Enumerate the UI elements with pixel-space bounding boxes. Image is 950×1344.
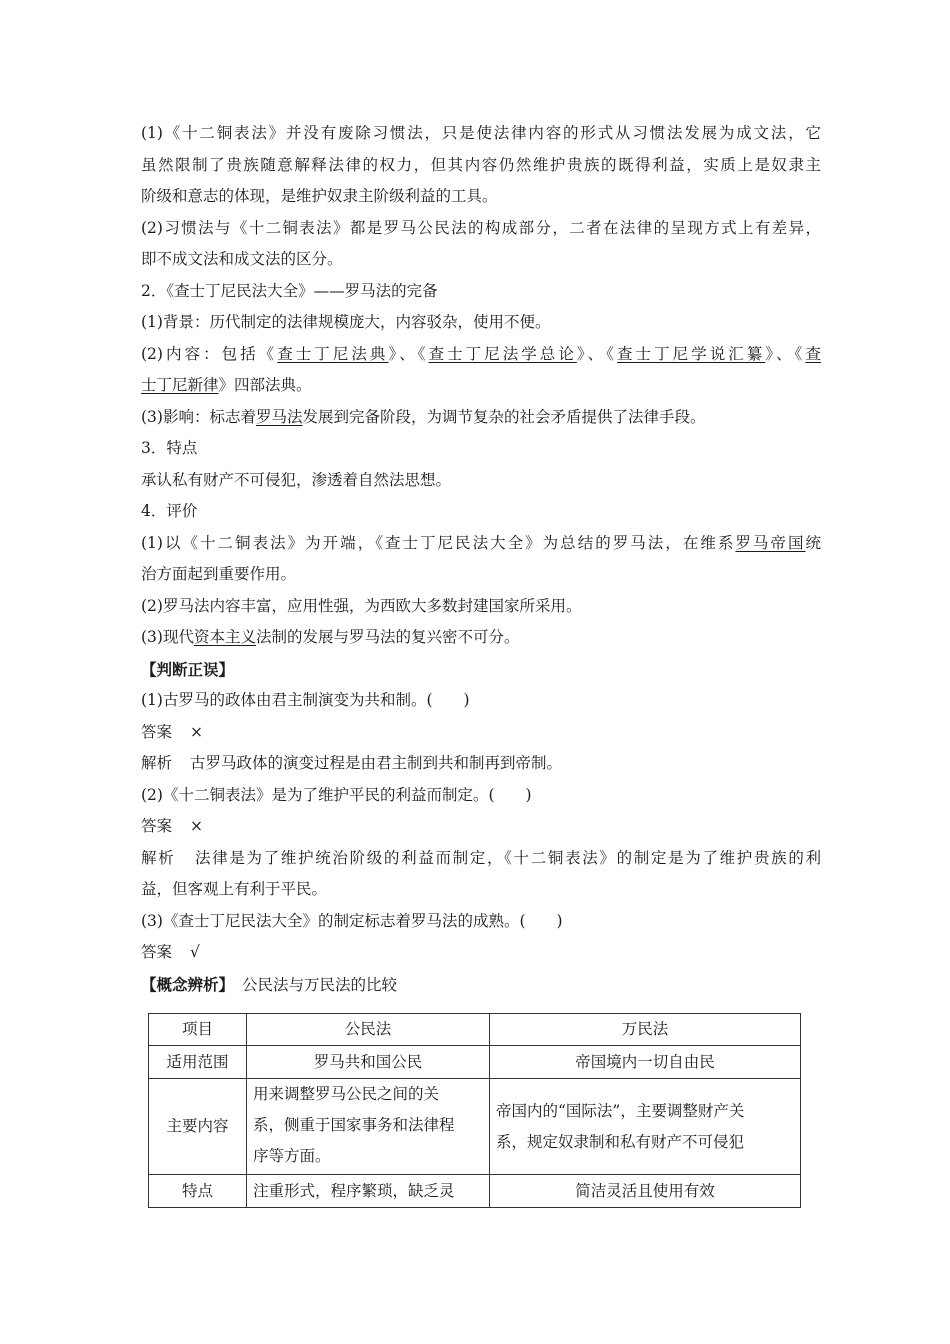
- paragraph-line: (3)现代资本主义法制的发展与罗马法的复兴密不可分。: [141, 628, 520, 646]
- table-cell: 简洁灵活且使用有效: [490, 1175, 801, 1208]
- table-cell: 适用范围: [149, 1046, 247, 1079]
- paragraph-line: (1)背景：历代制定的法律规模庞大，内容驳杂，使用不便。: [141, 313, 551, 331]
- judge-heading: 【判断正误】: [141, 659, 235, 679]
- paragraph-line: (2)习惯法与《十二铜表法》都是罗马公民法的构成部分，二者在法律的呈现方式上有差异，: [141, 218, 821, 237]
- paragraph-line: (1)以《十二铜表法》为开端，《查士丁尼民法大全》为总结的罗马法，在维系罗马帝国统: [141, 533, 821, 552]
- section-heading: 2．《查士丁尼民法大全》——罗马法的完备: [141, 281, 438, 300]
- paragraph-line: (1)《十二铜表法》并没有废除习惯法，只是使法律内容的形式从习惯法发展为成文法，它: [141, 124, 821, 142]
- underlined-term: 士丁尼新律: [141, 376, 219, 394]
- underlined-term: 罗马法: [255, 407, 303, 426]
- paragraph-line: 即不成文法和成文法的区分。: [141, 250, 343, 268]
- paragraph-line: 阶级和意志的体现，是维护奴隶主阶级利益的工具。: [141, 187, 498, 205]
- answer-2: 答案 ×: [141, 817, 204, 835]
- table-cell: 帝国内的“国际法”，主要调整财产关 系，规定奴隶制和私有财产不可侵犯: [490, 1079, 801, 1175]
- table-header-cell: 公民法: [247, 1014, 490, 1046]
- question-1: (1)古罗马的政体由君主制演变为共和制。( ): [141, 691, 470, 709]
- paragraph-line: 承认私有财产不可侵犯，渗透着自然法思想。: [141, 470, 452, 489]
- underlined-term: 查: [805, 344, 821, 363]
- table-cell: 特点: [149, 1175, 247, 1208]
- section-heading: 4．评价: [141, 502, 198, 520]
- underlined-term: 查士丁尼法学总论: [428, 344, 577, 363]
- underlined-term: 查士丁尼学说汇纂: [617, 344, 766, 363]
- section-heading: 3．特点: [141, 439, 198, 457]
- table-cell: 用来调整罗马公民之间的关 系，侧重于国家事务和法律程 序等方面。: [247, 1079, 490, 1175]
- paragraph-line: (3)影响：标志着罗马法发展到完备阶段，为调节复杂的社会矛盾提供了法律手段。: [141, 407, 706, 426]
- question-3: (3)《查士丁尼民法大全》的制定标志着罗马法的成熟。( ): [141, 911, 563, 930]
- paragraph-line: (2)内容：包括《查士丁尼法典》、《查士丁尼法学总论》、《查士丁尼学说汇纂》、《查: [141, 344, 821, 363]
- table-header-cell: 项目: [149, 1014, 247, 1046]
- table-header-cell: 万民法: [490, 1014, 801, 1046]
- paragraph-line: 虽然限制了贵族随意解释法律的权力，但其内容仍然维护贵族的既得利益，实质上是奴隶主: [141, 155, 821, 174]
- underlined-term: 罗马帝国: [735, 533, 806, 552]
- answer-1: 答案 ×: [141, 722, 204, 741]
- table-row: [149, 1079, 801, 1175]
- comparison-table: [148, 1013, 801, 1208]
- concept-heading: 【概念辨析】 公民法与万民法的比较: [141, 974, 398, 994]
- analysis-2: 解析 法律是为了维护统治阶级的利益而制定，《十二铜表法》的制定是为了维护贵族的利: [141, 848, 821, 867]
- table-cell: 罗马共和国公民: [247, 1046, 490, 1079]
- table-cell: 注重形式，程序繁琐，缺乏灵: [247, 1175, 490, 1208]
- table-cell: 帝国境内一切自由民: [490, 1046, 801, 1079]
- question-2: (2)《十二铜表法》是为了维护平民的利益而制定。( ): [141, 785, 532, 804]
- table-header-row: [149, 1014, 801, 1046]
- analysis-1: 解析 古罗马政体的演变过程是由君主制到共和制再到帝制。: [141, 754, 563, 772]
- analysis-2-cont: 益，但客观上有利于平民。: [141, 880, 328, 898]
- answer-3: 答案 √: [141, 943, 200, 961]
- underlined-term: 资本主义: [193, 628, 256, 646]
- paragraph-line: 治方面起到重要作用。: [141, 565, 297, 583]
- table-cell: 主要内容: [149, 1079, 247, 1175]
- table-row: [149, 1175, 801, 1208]
- paragraph-line: 士丁尼新律》四部法典。: [141, 376, 312, 394]
- document-body: [141, 118, 821, 1000]
- underlined-term: 查士丁尼法典: [277, 344, 389, 363]
- paragraph-line: (2)罗马法内容丰富，应用性强，为西欧大多数封建国家所采用。: [141, 596, 582, 615]
- table-row: [149, 1046, 801, 1079]
